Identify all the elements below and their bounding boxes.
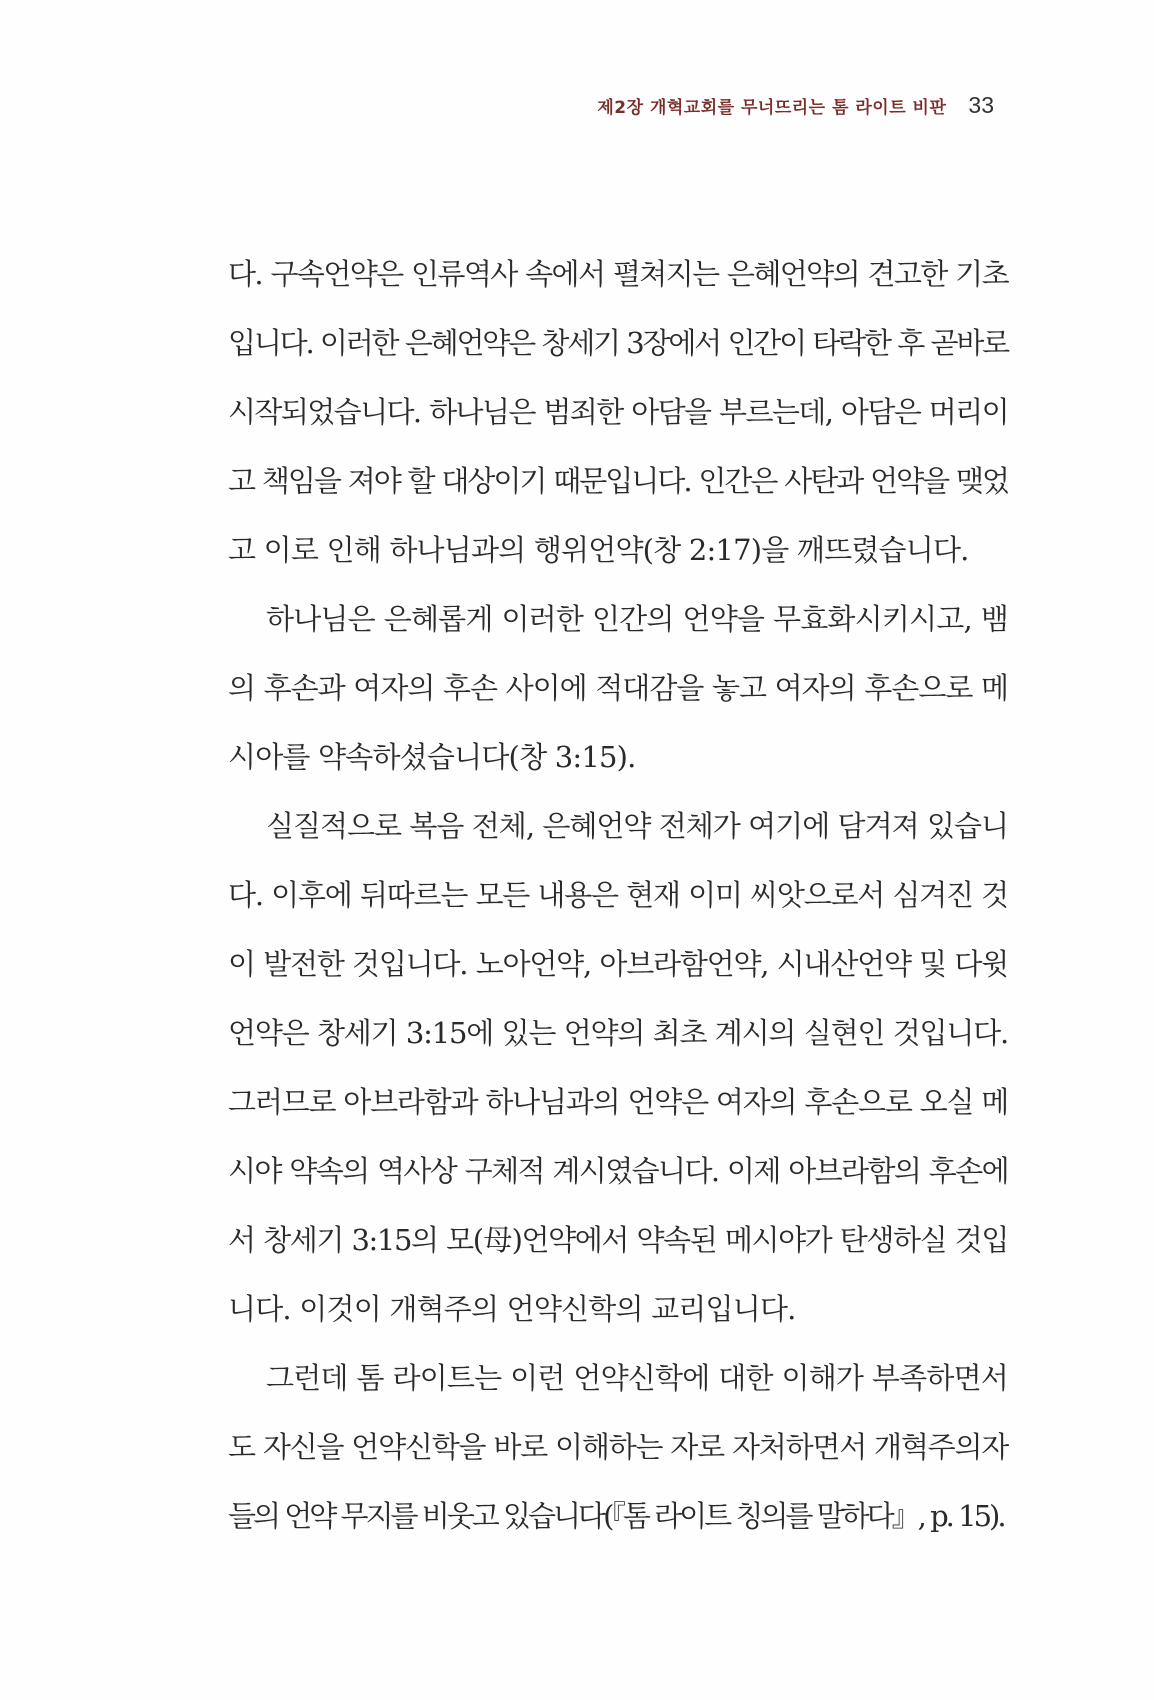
text-line: 시야 약속의 역사상 구체적 계시였습니다. 이제 아브라함의 후손에 [228,1154,1008,1188]
text-line: 니다. 이것이 개혁주의 언약신학의 교리입니다. [228,1292,796,1326]
text-line: 다. 구속언약은 인류역사 속에서 펼쳐지는 은혜언약의 견고한 기초 [228,257,1008,291]
text-line: 서 창세기 3:15의 모(母)언약에서 약속된 메시야가 탄생하실 것입 [228,1223,1008,1257]
text-line: 의 후손과 여자의 후손 사이에 적대감을 놓고 여자의 후손으로 메 [228,671,1008,705]
running-head [597,92,994,119]
text-line: 도 자신을 언약신학을 바로 이해하는 자로 자처하면서 개혁주의자 [228,1430,1009,1464]
paragraph-4 [228,1344,1008,1551]
text-line: 고 이로 인해 하나님과의 행위언약(창 2:17)을 깨뜨렸습니다. [228,533,969,567]
text-line: 다. 이후에 뒤따르는 모든 내용은 현재 이미 씨앗으로서 심겨진 것 [228,878,1008,912]
text-line: 언약은 창세기 3:15에 있는 언약의 최초 계시의 실현인 것입니다. [228,1016,1008,1050]
text-line: 이 발전한 것입니다. 노아언약, 아브라함언약, 시내산언약 및 다윗 [228,947,1008,981]
text-line: 시작되었습니다. 하나님은 범죄한 아담을 부르는데, 아담은 머리이 [228,395,1008,429]
text-line: 하나님은 은혜롭게 이러한 인간의 언약을 무효화시키시고, 뱀 [266,602,1008,636]
paragraph-2 [228,585,1008,792]
text-line: 입니다. 이러한 은혜언약은 창세기 3장에서 인간이 타락한 후 곧바로 [228,326,1008,360]
paragraph-3 [228,792,1008,1344]
chapter-title: 제2장 개혁교회를 무너뜨리는 톰 라이트 비판 [597,98,947,118]
text-line: 실질적으로 복음 전체, 은혜언약 전체가 여기에 담겨져 있습니 [266,809,1008,843]
page-number: 33 [968,92,994,118]
text-line: 고 책임을 져야 할 대상이기 때문입니다. 인간은 사탄과 언약을 맺었 [228,464,1008,498]
text-line: 그러므로 아브라함과 하나님과의 언약은 여자의 후손으로 오실 메 [228,1085,1009,1119]
body-text [228,240,1008,1551]
paragraph-1 [228,240,1008,585]
text-line: 들의 언약 무지를 비웃고 있습니다(『톰 라이트 칭의를 말하다』, p. 15). [228,1499,1004,1533]
text-line: 그런데 톰 라이트는 이런 언약신학에 대한 이해가 부족하면서 [266,1361,1008,1395]
text-line: 시아를 약속하셨습니다(창 3:15). [228,740,636,774]
